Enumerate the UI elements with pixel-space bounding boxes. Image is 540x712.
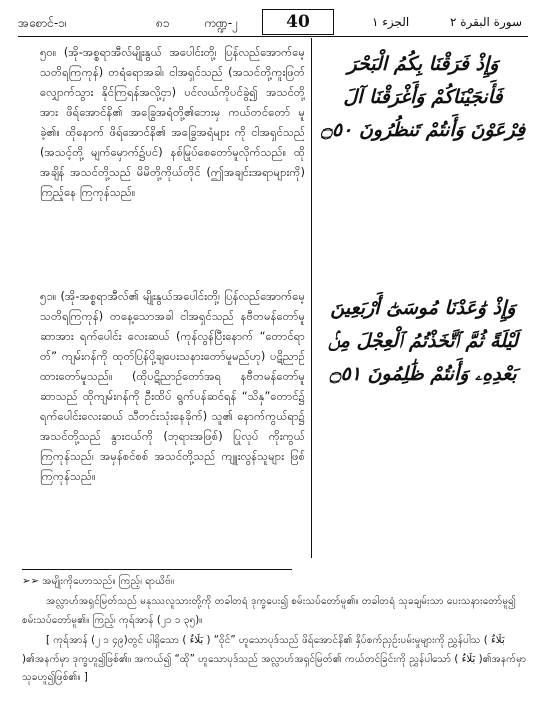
verse-51-translation: ၅၁။ (အို-အစ္စရာအီလ်၏ မျိုးနွယ်အပေါင်းတို့၊ ပြန်လည်အောက်မေ့သတိရကြကုန်) တနေ့သောအခါ ငါအရှင်သည် နဗီတမန်တော်မူဆာအား ရက်ပေါင်း လေးဆယ် (ကုန်လွန်ပြီးနောက် “တောင်ရာတ်” ကျမ်းဂန်ကို ထုတ်ပြန်ပို့ချပေးသနားတော်မူမည်ဟု) ပဋိညာဉ်ထားတော်မူသည်။ (ထိုပဋိညာဉ်တော်အရ နဗီတမန်တော်မူဆာသည် ထိုကျမ်းဂန်ကို ဦးထိပ် ရွက်ပန်ဆင်ရန် “သိနှ”တောင်၌ ရက်ပေါင်းလေးဆယ် သီတင်းသုံးနေခိုက်) သူ၏ နောက်ကွယ်ရာ၌ အသင်တို့သည် နွားငယ်ကို (ဘုရားအဖြစ်) ပြုလုပ် ကိုးကွယ်ကြကုန်သည်၊ အမှန်စင်စစ် အသင်တို့သည် ကျူးလွန်သူများ ဖြစ်ကြကုန်သည်။ [40,289,305,483]
footnote-2: အလ္လာဟ်အရှင်မြတ်သည် မနုဿလူသားတို့ကို တခါတရံ ဒုက္ခပေး၍ စမ်းသပ်တော်မူ၏။ တခါတရံ သုခချမ်းသာ ပေးသနားတော်မူ၍ စမ်းသပ်တော်မူ၏။ ကြည့်၊ ကုရ်အာန် (၂၁ ၁ ၃၅)။ [22,596,516,626]
verse-51-arabic: وَإِذْ وَٰعَدْنَا مُوسَىٰٓ أَرْبَعِينَ لَيْلَةً ثُمَّ ٱتَّخَذْتُمُ ٱلْعِجْلَ مِنۢ بَعْدِهِۦ وَأَنتُمْ ظَٰلِمُونَ ۝٥١ [327,297,519,385]
header-page-mm: ၈၁ [156,16,170,30]
footnote-rule [22,569,292,570]
verse-50-arabic: وَإِذْ فَرَقْنَا بِكُمُ الْبَحْرَ فَأَنجَيْنَاكُمْ وَأَغْرَقْنَا آلَ فِرْعَوْنَ وَأَنتُمْ تَنظُرُونَ ۝٥٠ [320,53,526,141]
page-number: 40 [286,12,310,32]
page-number-box [262,9,334,35]
footnote-3: [ ကုရ်အာန် (၂ ၁ ၄၉)တွင် ပါရှိသော ( بَلَاءٌ ) “ဝိုင်” ဟူသောပုဒ်သည် ဖိရ်အောင်နိ၏ နှိပ်စက်ညှဉ်းပမ်းမှုများကို ညွှန်ပါသ ( بَلَاءٌ )၏အနက်မှာ ဒုက္ခဟူ၍ဖြစ်၏။ အကယ်၍ “ထို” ဟူသောပုဒ်သည် အလ္လာဟ်အရှင်မြတ်၏ ကယ်တင်ခြင်းကို ညွှန်ပါသော် ( بَلَاءٌ )၏အနက်မှာ သုခဟူ၍ဖြစ်၏။ ] [22,635,527,683]
header-juz: الجزء ١ [372,15,410,29]
footnote-1: ➢➢ အမျိုးကိုဟောသည်။ ကြည့်၊ ရာယိဗ်။ [22,576,175,587]
header-surah: سورة البقرة ٢ [450,15,523,29]
verse-50-translation: ၅၀။ (အို-အစ္စရာအီလ်မျိုးနွယ် အပေါင်းတို့၊ ပြန်လည်အောက်မေ့သတိရကြကုန်) တရံရောအခါ၊ ငါအရှင်သည် (အသင်တို့ကူးဖြတ် လျှောက်သွား နိုင်ကြရန်အလို့ငှာ) ပင်လယ်ကိုပင်ခွဲ၍ အသင်တို့အား ဖိရ်အောင်နိ၏ အခြွေအရံတို့၏ဘေးမှ ကယ်တင်တော် မူခဲ့၏။ ထိုနောက် ဖိရ်အောင်နိ၏ အခြွေအရံများ ကို ငါအရှင်သည် (အသင့်တို့ မျက်မှောက်၌ပင်) နစ်မြုပ်စေတော်မူလိုက်သည်။ ထိုအချိန် အသင်တို့သည် မိမိတို့ကိုယ်တိုင် (ဤအချင်းအရာများကို) ကြည့်နေ ကြကုန်သည်။ [40,45,305,199]
header-section-mm: ကဏ္ဍ-၂ [204,16,239,30]
header-left-label: အစောင်-၁၊ [18,16,67,30]
column-divider [311,38,312,558]
header-rule [18,36,528,37]
page-header [18,8,528,38]
